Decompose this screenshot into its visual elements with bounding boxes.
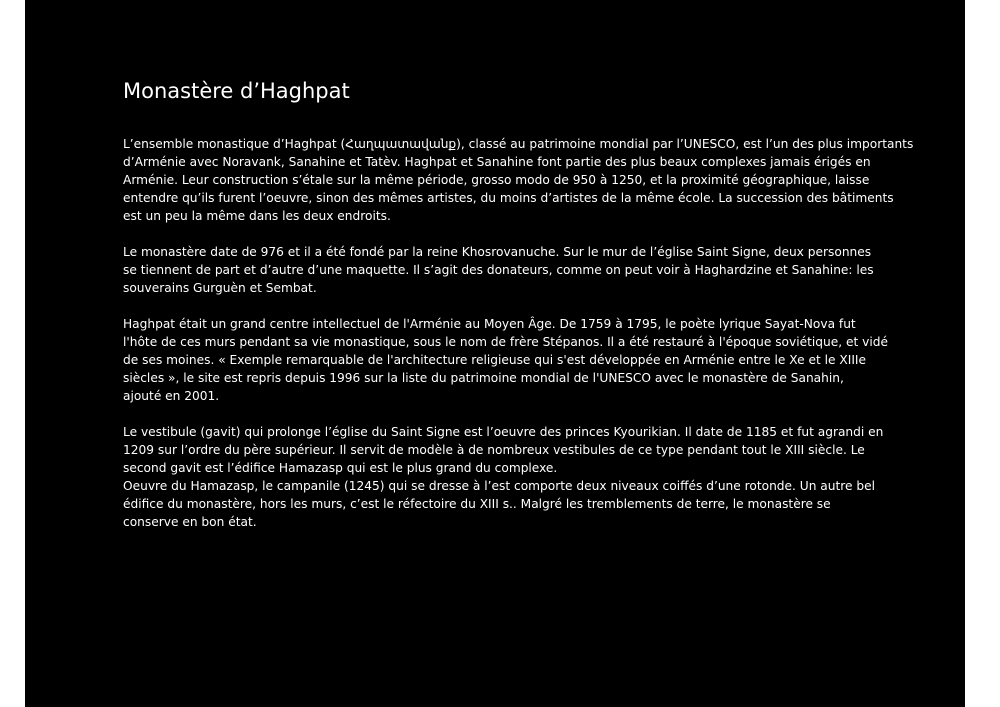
text-line: Oeuvre du Hamazasp, le campanile (1245) qui se dresse à l’est comporte deux niveaux coiffés d’une rotonde. Un autre bel: [123, 479, 876, 493]
page-title: Monastère d’Haghpat: [123, 79, 350, 103]
text-line: ajouté en 2001.: [123, 389, 220, 403]
text-line: souverains Gurguèn et Sembat.: [123, 281, 317, 295]
text-line: est un peu la même dans les deux endroits.: [123, 209, 391, 223]
text-line: Haghpat était un grand centre intellectuel de l'Arménie au Moyen Âge. De 1759 à 1795, le poète lyrique Sayat-Nova fut: [123, 317, 856, 331]
paragraph-foundation: [123, 243, 885, 297]
text-line: Le vestibule (gavit) qui prolonge l’église du Saint Signe est l’oeuvre des princes Kyourikian. Il date de 1185 et fut agrandi en: [123, 425, 884, 439]
text-line: d’Arménie avec Noravank, Sanahine et Tatèv. Haghpat et Sanahine font partie des plus beaux complexes jamais érigés en: [123, 155, 871, 169]
text-line: de ses moines. « Exemple remarquable de l'architecture religieuse qui s'est développée en Arménie entre le Xe et le XIIIe: [123, 353, 867, 367]
text-line: Arménie. Leur construction s’étale sur la même période, grosso modo de 950 à 1250, et la proximité géographique, laisse: [123, 173, 870, 187]
paragraph-intro: [123, 135, 914, 225]
text-line: conserve en bon état.: [123, 515, 257, 529]
slide: [25, 0, 965, 707]
paragraph-gavit: [123, 423, 885, 531]
paragraph-history: [123, 315, 888, 405]
text-line: édifice du monastère, hors les murs, c’est le réfectoire du XIII s.. Malgré les tremblements de terre, le monastère se: [123, 497, 831, 511]
text-line: siècles », le site est repris depuis 1996 sur la liste du patrimoine mondial de l'UNESCO avec le monastère de Sanahin,: [123, 371, 844, 385]
text-line: entendre qu’ils furent l’oeuvre, sinon des mêmes artistes, du moins d’artistes de la même école. La succession des bâtiments: [123, 191, 894, 205]
body-text: [123, 135, 914, 549]
text-line: l'hôte de ces murs pendant sa vie monastique, sous le nom de frère Stépanos. Il a été restauré à l'époque soviétique, et vidé: [123, 335, 888, 349]
text-line: 1209 sur l’ordre du père supérieur. Il servit de modèle à de nombreux vestibules de ce type pendant tout le XIII siècle. Le: [123, 443, 865, 457]
text-line: Le monastère date de 976 et il a été fondé par la reine Khosrovanuche. Sur le mur de l’église Saint Signe, deux personnes: [123, 245, 872, 259]
text-line: se tiennent de part et d’autre d’une maquette. Il s’agit des donateurs, comme on peut voir à Haghardzine et Sanahine: les: [123, 263, 874, 277]
text-line: second gavit est l’édifice Hamazasp qui est le plus grand du complexe.: [123, 461, 558, 475]
text-line: L’ensemble monastique d’Haghpat (Հաղպատավանք), classé au patrimoine mondial par l’UNESCO, est l’un des plus importants: [123, 137, 914, 151]
